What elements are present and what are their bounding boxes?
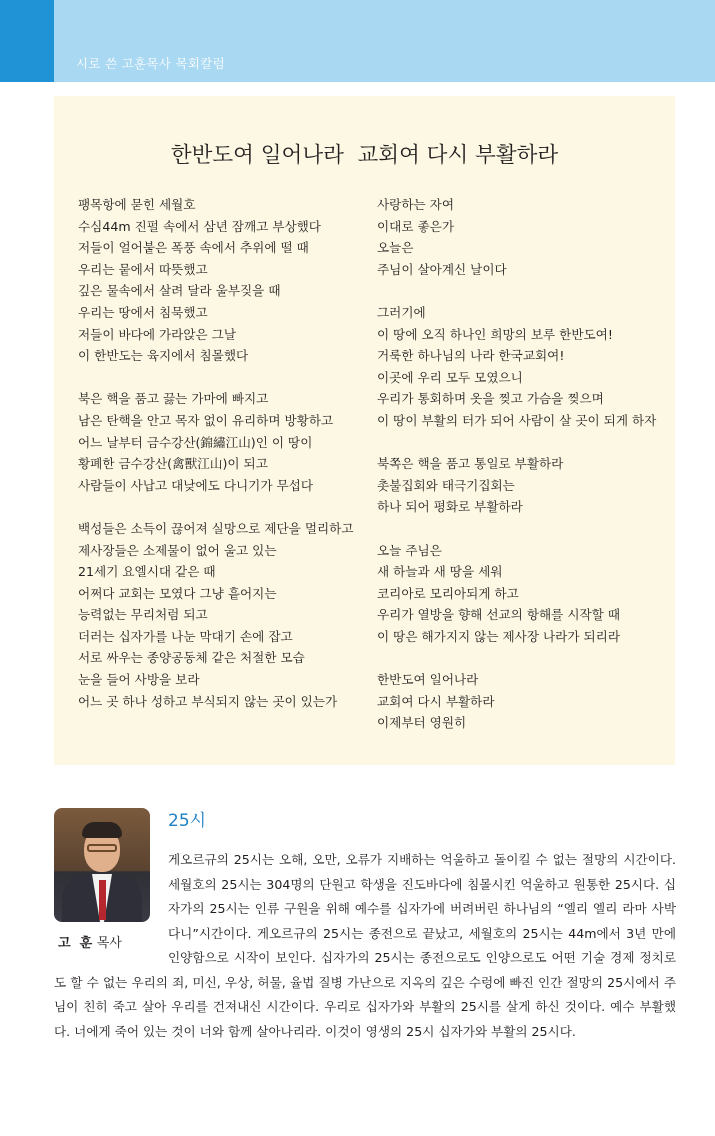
photo-wrap-spacer <box>54 848 168 970</box>
section-label: 시로 쓴 고훈목사 목회칼럼 <box>76 56 225 71</box>
poem-line: 이 땅에 오직 하나인 희망의 보루 한반도여! <box>377 326 613 342</box>
poem-line: 교회여 다시 부활하라 <box>377 693 495 709</box>
poem-line: 수심44m 진펄 속에서 삼년 잠깨고 부상했다 <box>78 218 321 234</box>
poem-line: 남은 탄핵을 안고 목자 없이 유리하며 방황하고 <box>78 412 334 428</box>
poem-line: 코리아로 모리아되게 하고 <box>377 585 519 601</box>
poem-stanza <box>377 669 673 734</box>
poem-line: 새 하늘과 새 땅을 세워 <box>377 564 503 580</box>
poem-line: 눈을 들어 사방을 보라 <box>78 672 200 688</box>
poem-stanza <box>377 302 673 432</box>
author-role: 목사 <box>96 936 122 951</box>
column-title: 25시 <box>168 811 207 831</box>
column-text: 게오르규의 25시는 오해, 오만, 오류가 지배하는 억울하고 돌이킬 수 없는 절망의 시간이다. 세월호의 25시는 304명의 단원고 학생을 진도바다에 침몰시킨 억울하고 원통한 25시다. 십자가의 25시는 인류 구원을 위해 예수를 십자가에 버려버린 하나님의 “엘리 엘리 라마 사박다니”시간이다. 게오르규의 25시는 종전으로 끝났고, 세월호의 25시는 44m에서 3년 만에 인양함으로 시작이 보인다. 십자가의 25시는 종전으로도 인양으로도 어떤 기술 경제 정치로도 할 수 없는 우리의 죄, 미신, 우상, 허물, 율법 질병 가난으로 지옥의 깊은 수렁에 빠진 인간 절망의 25시에서 주님이 친히 죽고 살아 우리를 건져내신 시간이다. 우리로 십자가와 부활의 25시를 살게 하신 것이다. 예수 부활했다. 너에게 죽어 있는 것이 너와 함께 살아나리라. 이것이 영생의 25시 십자가와 부활의 25시다. <box>54 852 676 1039</box>
poem-left-column <box>78 194 378 734</box>
poem-line: 이 땅은 해가지지 않는 제사장 나라가 되리라 <box>377 628 620 644</box>
poem-line: 북쪽은 핵을 품고 통일로 부활하라 <box>377 456 564 472</box>
poem-line: 백성들은 소득이 끊어져 실망으로 제단을 멀리하고 <box>78 520 354 536</box>
poem-line: 이제부터 영원히 <box>377 715 467 731</box>
poem-right-column <box>377 194 673 755</box>
poem-line: 저들이 바다에 가라앉은 그날 <box>78 326 236 342</box>
poem-line: 21세기 요엘시대 같은 때 <box>78 564 216 580</box>
poem-line: 북은 핵을 품고 끓는 가마에 빠지고 <box>78 391 269 407</box>
poem-line: 이대로 좋은가 <box>377 218 454 234</box>
poem-line: 어느 곳 하나 성하고 부식되지 않는 곳이 있는가 <box>78 693 338 709</box>
poem-line: 그러기에 <box>377 304 426 320</box>
poem-line: 팽목항에 묻힌 세월호 <box>78 197 196 212</box>
poem-box <box>54 96 675 765</box>
poem-line: 어쩌다 교회는 모였다 그냥 흩어지는 <box>78 585 277 601</box>
poem-line: 우리는 뭍에서 따뜻했고 <box>78 261 208 277</box>
poem-stanza <box>78 388 378 496</box>
poem-line: 사랑하는 자여 <box>377 197 454 212</box>
column-body <box>54 848 676 1044</box>
poem-line: 더러는 십자가를 나눈 막대기 손에 잡고 <box>78 628 293 644</box>
poem-line: 황폐한 금수강산(禽獸江山)이 되고 <box>78 456 268 472</box>
poem-stanza <box>377 194 673 280</box>
poem-line: 이 한반도는 육지에서 침몰했다 <box>78 348 249 364</box>
poem-line: 제사장들은 소제물이 없어 울고 있는 <box>78 542 277 558</box>
poem-line: 하나 되어 평화로 부활하라 <box>377 499 523 515</box>
poem-stanza <box>377 453 673 518</box>
poem-line: 우리가 통회하며 옷을 찢고 가슴을 찢으며 <box>377 391 604 407</box>
poem-line: 사람들이 사납고 대낮에도 다니기가 무섭다 <box>78 477 313 493</box>
poem-line: 깊은 물속에서 살려 달라 울부짖을 때 <box>78 283 281 299</box>
author-name: 고 훈 <box>58 936 93 951</box>
poem-line: 어느 날부터 금수강산(錦繡江山)인 이 땅이 <box>78 434 313 450</box>
poem-line: 우리는 땅에서 침묵했고 <box>78 304 208 320</box>
poem-line: 주님이 살아계신 날이다 <box>377 261 507 277</box>
poem-stanza <box>78 518 378 712</box>
poem-stanza <box>377 540 673 648</box>
poem-line: 능력없는 무리처럼 되고 <box>78 607 208 623</box>
poem-stanza <box>78 194 378 367</box>
poem-line: 서로 싸우는 종양공동체 같은 처절한 모습 <box>78 650 305 666</box>
poem-line: 촛불집회와 태극기집회는 <box>377 477 515 493</box>
poem-line: 한반도여 일어나라 <box>377 672 479 688</box>
photo-hair <box>82 822 122 838</box>
header-accent-tab <box>0 0 54 82</box>
poem-line: 이곳에 우리 모두 모였으니 <box>377 369 523 385</box>
poem-line: 거룩한 하나님의 나라 한국교회여! <box>377 348 565 364</box>
poem-title: 한반도여 일어나라 교회여 다시 부활하라 <box>170 143 559 168</box>
poem-line: 오늘은 <box>377 240 414 256</box>
poem-line: 이 땅이 부활의 터가 되어 사람이 살 곳이 되게 하자 <box>377 412 657 428</box>
poem-line: 오늘 주님은 <box>377 542 442 558</box>
poem-line: 저들이 얼어붙은 폭풍 속에서 추위에 떨 때 <box>78 240 309 256</box>
poem-line: 우리가 열방을 향해 선교의 항해를 시작할 때 <box>377 607 620 623</box>
